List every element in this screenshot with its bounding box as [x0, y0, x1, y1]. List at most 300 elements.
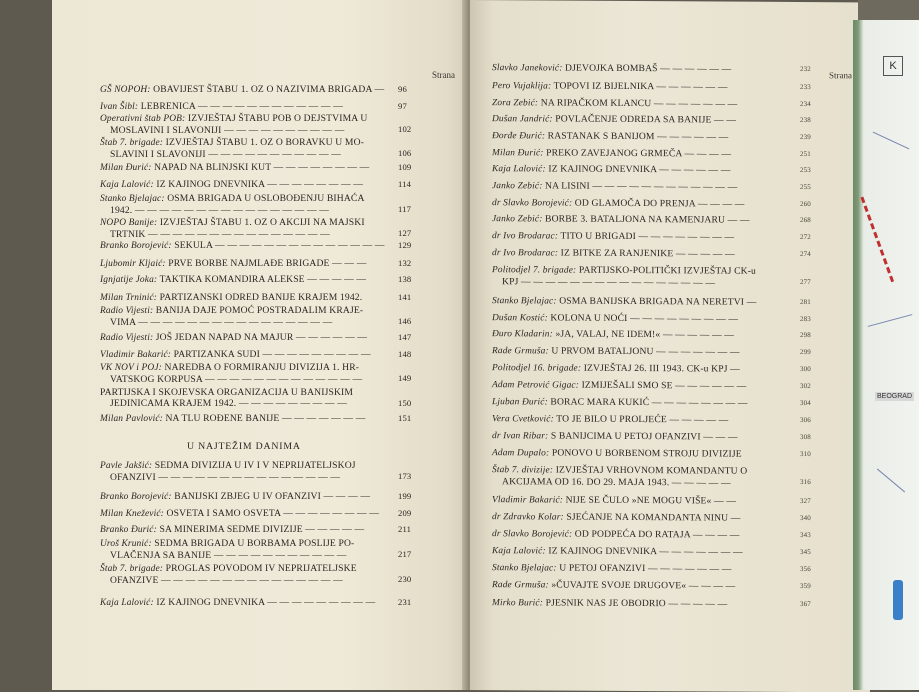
- toc-page-number: 260: [800, 200, 811, 209]
- section-heading: U NAJTEŽIM DANIMA: [187, 441, 301, 452]
- toc-entry: [492, 545, 811, 559]
- toc-title: IZVJEŠTAJ VRHOVNOM KOMANDANTU O: [555, 464, 748, 477]
- toc-entry-line: [492, 312, 792, 326]
- toc-author: dr Slavko Borojević:: [492, 529, 573, 540]
- toc-page-number: 117: [398, 204, 412, 214]
- toc-author: dr Ivo Brodarac:: [492, 231, 559, 242]
- toc-author: dr Zdravko Kolar:: [492, 512, 564, 523]
- toc-title: IZ BITKE ZA RANJENIKE — — — — —: [560, 247, 735, 260]
- toc-page-number: 274: [800, 250, 811, 259]
- toc-page-number: 109: [398, 162, 412, 172]
- toc-page-number: 132: [398, 258, 412, 268]
- toc-title-continued: KPJ — — — — — — — — — — — — — — — —: [502, 276, 716, 289]
- toc-author: Dušan Jandrić:: [492, 114, 553, 125]
- toc-entry-line: [492, 494, 792, 508]
- toc-entry: [100, 305, 412, 328]
- toc-page-number: 238: [800, 116, 811, 125]
- toc-author: Branko Borojević:: [100, 241, 172, 251]
- toc-title: S BANIJCIMA U PETOJ OFANZIVI — — —: [550, 430, 738, 443]
- toc-entry: [492, 511, 811, 525]
- toc-page-number: 102: [398, 124, 412, 134]
- toc-entry: [492, 130, 811, 144]
- toc-entry-line: [492, 62, 792, 76]
- toc-author: Vera Cvetković:: [492, 414, 554, 425]
- toc-page-number: 96: [398, 84, 407, 94]
- toc-title: IZ KAJINOG DNEVNIKA — — — — — — — —: [156, 179, 364, 190]
- toc-entry-line: [100, 240, 392, 252]
- toc-author: Rade Grmuša:: [492, 580, 549, 591]
- toc-title-continued: VIMA — — — — — — — — — — — — — — — —: [110, 317, 333, 328]
- toc-author: Radio Vijesti:: [100, 333, 154, 343]
- toc-title: KOLONA U NOĆI — — — — — — — — —: [550, 312, 739, 325]
- toc-author: Politodjel 16. brigade:: [492, 363, 582, 374]
- toc-author: Branko Đurić:: [100, 525, 157, 535]
- toc-title: NIJE SE ČULO »NE MOGU VIŠE« — —: [565, 494, 737, 507]
- toc-entry-line: [492, 80, 792, 94]
- toc-entry: [492, 230, 811, 244]
- toc-page-number: 231: [398, 597, 412, 607]
- toc-author: Đuro Kladarin:: [492, 329, 553, 340]
- toc-entry: [100, 524, 412, 536]
- toc-author: Milan Knežević:: [100, 509, 164, 519]
- toc-entry: [100, 113, 412, 136]
- toc-author: Ivan Šibl:: [100, 102, 139, 112]
- toc-author: Uroš Krunić:: [100, 539, 152, 549]
- toc-entry: [100, 162, 412, 174]
- toc-title: OSMA BANIJSKA BRIGADA NA NERETVI —: [559, 295, 757, 308]
- toc-author: VK NOV i POJ:: [100, 363, 162, 373]
- toc-title: PREKO ZAVEJANOG GRMEČA — — — —: [546, 147, 732, 160]
- toc-title: PONOVO U BORBENOM STROJU DIVIZIJE: [551, 447, 742, 460]
- toc-title: TOPOVI IZ BIJELNIKA — — — — — —: [553, 80, 728, 93]
- toc-title: DJEVOJKA BOMBAŠ — — — — — —: [565, 62, 732, 75]
- toc-entry-line: [100, 597, 392, 609]
- toc-author: Milan Đurić:: [492, 148, 544, 159]
- toc-page-number: 149: [398, 373, 412, 383]
- toc-title: NAREDBA O FORMIRANJU DIVIZIJA 1. HR-: [164, 362, 360, 373]
- toc-title: SA MINERIMA SEDME DIVIZIJE — — — — —: [159, 524, 365, 535]
- toc-entry: [492, 345, 811, 359]
- toc-author: Radio Vijesti:: [100, 306, 154, 316]
- toc-author: Kaja Lalović:: [100, 180, 154, 190]
- toc-entry: [492, 312, 811, 326]
- table-surface: [858, 0, 919, 22]
- toc-entry-line: [100, 101, 392, 113]
- toc-author: Štab 7. brigade:: [100, 138, 164, 148]
- toc-page-number: 148: [398, 349, 412, 359]
- toc-entry-line: [100, 84, 392, 96]
- toc-title: PRVE BORBE NAJMLAĐE BRIGADE — — —: [168, 258, 367, 269]
- toc-entry-line: [100, 349, 392, 361]
- toc-page-number: 138: [398, 274, 412, 284]
- toc-title: NA TLU ROĐENE BANIJE — — — — — — —: [165, 413, 366, 424]
- toc-entry-line: [492, 379, 792, 393]
- toc-entry-line: [100, 217, 392, 229]
- toc-title: PARTIJSKO-POLITIČKI IZVJEŠTAJ CK-u: [578, 264, 757, 277]
- toc-author: Dušan Kostić:: [492, 313, 548, 324]
- toc-entry: [492, 264, 811, 289]
- strana-label-right: Strana: [829, 70, 852, 81]
- toc-entry: [100, 362, 412, 385]
- toc-author: Milan Đurić:: [100, 163, 152, 173]
- toc-entry-line: [492, 180, 792, 194]
- toc-page-number: 209: [398, 508, 412, 518]
- toc-author: Kaja Lalović:: [100, 598, 154, 608]
- toc-entry-line: [492, 511, 792, 525]
- toc-page-number: 217: [398, 549, 412, 559]
- toc-title: OD PODPEĆA DO RATAJA — — — —: [574, 528, 740, 541]
- map-road: [868, 314, 913, 327]
- toc-entry: [492, 379, 811, 393]
- toc-entry-line: [492, 113, 792, 127]
- toc-entry-line: [100, 332, 392, 344]
- toc-author: Ljuban Đurić:: [492, 397, 548, 408]
- toc-entry-line: [100, 162, 392, 174]
- toc-page-number: 298: [800, 331, 811, 340]
- toc-title: BORBE 3. BATALJONA NA KAMENJARU — —: [545, 213, 750, 226]
- toc-page-number: 199: [398, 491, 412, 501]
- toc-author: Štab 7. divizije:: [492, 465, 554, 476]
- toc-entry: [100, 217, 412, 240]
- toc-title-continued: SLAVINI I SLAVONIJI — — — — — — — — — — —: [110, 149, 341, 160]
- map-road: [877, 469, 905, 493]
- toc-author: Slavko Janeković:: [492, 63, 563, 74]
- toc-author: Vladimir Bakarić:: [492, 495, 564, 506]
- toc-entry: [492, 147, 811, 161]
- toc-entry: [492, 494, 811, 508]
- toc-author: Stanko Bjelajac:: [492, 563, 557, 574]
- toc-entry-line: [492, 362, 792, 376]
- toc-page-number: 251: [800, 150, 811, 159]
- toc-author: dr Slavko Borojević:: [492, 198, 573, 209]
- toc-page-number: 367: [800, 600, 811, 609]
- toc-title: IZVJEŠTAJ ŠTABU 1. OZ O BORAVKU U MO-: [165, 137, 365, 148]
- toc-entry: [100, 193, 412, 216]
- toc-entry-line: [492, 163, 792, 177]
- toc-author: Adam Dupalo:: [492, 448, 550, 459]
- toc-page-number: 281: [800, 298, 811, 307]
- toc-entry-line: [100, 137, 392, 149]
- toc-author: Kaja Lalović:: [492, 164, 546, 175]
- toc-entry-line: [492, 430, 792, 444]
- toc-page-number: 230: [398, 574, 412, 584]
- toc-title: IZ KAJINOG DNEVNIKA — — — — — — — — —: [156, 597, 376, 608]
- toc-page-number: 272: [800, 233, 811, 242]
- map-water: [893, 580, 903, 620]
- toc-entry-line: [492, 345, 792, 359]
- toc-title-continued: JEDINICAMA KRAJEM 1942. — — — — — — — — —: [110, 398, 347, 409]
- toc-entry: [100, 240, 412, 252]
- toc-title-continued: VLAČENJA SA BANIJE — — — — — — — — — — —: [110, 550, 347, 561]
- toc-title: PJESNIK NAS JE OBODRIO — — — — —: [545, 597, 728, 610]
- toc-entry-line: [100, 305, 392, 317]
- toc-entry: [492, 528, 811, 542]
- toc-author: Stanko Bjelajac:: [100, 194, 165, 204]
- toc-entry: [100, 597, 412, 609]
- toc-entry-line: [100, 387, 392, 398]
- toc-entry: [492, 247, 811, 261]
- toc-page-number: 151: [398, 413, 412, 423]
- toc-title: IZ KAJINOG DNEVNIKA — — — — — —: [548, 163, 731, 176]
- toc-entry: [492, 430, 811, 444]
- toc-author: Branko Borojević:: [100, 492, 172, 502]
- toc-entry-line: [100, 274, 392, 286]
- toc-entry: [492, 80, 811, 94]
- toc-title: IZMIJEŠALI SMO SE — — — — — —: [581, 379, 747, 392]
- map-grid-letter: K: [883, 56, 903, 76]
- toc-page-number: 150: [398, 398, 412, 408]
- toc-page-number: 253: [800, 166, 811, 175]
- toc-page-number: 114: [398, 179, 412, 189]
- toc-title: PARTIZANKA SUDI — — — — — — — — —: [173, 349, 371, 360]
- toc-author: dr Ivan Ribar:: [492, 431, 549, 442]
- toc-page-number: 141: [398, 292, 412, 302]
- toc-entry-line: [100, 258, 392, 270]
- toc-entry: [100, 538, 412, 561]
- toc-author: Pero Vujaklija:: [492, 81, 552, 92]
- toc-entry-line: [492, 447, 792, 461]
- toc-entry-line: [492, 97, 792, 111]
- toc-title: OBAVIJEST ŠTABU 1. OZ O NAZIVIMA BRIGADA —: [153, 84, 385, 95]
- toc-page-number: 306: [800, 416, 811, 425]
- toc-title: OD GLAMOČA DO PRENJA — — — —: [574, 197, 745, 210]
- toc-entry-line: [492, 396, 792, 410]
- toc-title: SEDMA BRIGADA U BORBAMA POSLIJE PO-: [154, 538, 355, 549]
- toc-title: IZVJEŠTAJ 26. III 1943. CK-u KPJ —: [583, 362, 740, 375]
- toc-author: Đorđe Đurić:: [492, 131, 546, 142]
- toc-title: IZ KAJINOG DNEVNIKA — — — — — — —: [548, 545, 743, 558]
- toc-entry-line: [492, 295, 792, 309]
- toc-entry: [492, 362, 811, 376]
- toc-title: BANIJSKI ZBJEG U IV OFANZIVI — — — —: [174, 491, 371, 502]
- toc-title: OSVETA I SAMO OSVETA — — — — — — — —: [166, 508, 380, 519]
- toc-author: Štab 7. brigade:: [100, 564, 164, 574]
- toc-title: PARTIZANSKI ODRED BANIJE KRAJEM 1942.: [159, 292, 363, 303]
- toc-page-number: 97: [398, 101, 407, 111]
- toc-entry-line: [100, 362, 392, 374]
- toc-page-number: 316: [800, 478, 811, 487]
- toc-author: Politodjel 7. brigade:: [492, 265, 577, 276]
- toc-page-number: 232: [800, 65, 811, 74]
- toc-entry-line: [492, 597, 792, 611]
- toc-entry: [492, 579, 811, 593]
- toc-entry-line: [100, 508, 392, 520]
- toc-entry-line: [100, 179, 392, 191]
- toc-entry: [100, 349, 412, 361]
- toc-page-number: 173: [398, 471, 412, 481]
- toc-title: SEKULA — — — — — — — — — — — — — —: [174, 240, 385, 251]
- toc-title: U PRVOM BATALJONU — — — — — — —: [551, 345, 740, 358]
- map-city-label: BEOGRAD: [877, 393, 913, 400]
- toc-title: JOŠ JEDAN NAPAD NA MAJUR — — — — — —: [155, 332, 368, 343]
- toc-entry-line: [100, 538, 392, 550]
- toc-author: NOPO Banije:: [100, 218, 158, 228]
- toc-page-number: 340: [800, 514, 811, 523]
- toc-page-number: 343: [800, 531, 811, 540]
- map-road: [873, 132, 910, 150]
- toc-title: OSMA BRIGADA U OSLOBOĐENJU BIHAĆA: [167, 193, 365, 204]
- toc-entry: [492, 597, 811, 611]
- toc-title: SEDMA DIVIZIJA U IV I V NEPRIJATELJSKOJ: [154, 460, 356, 471]
- toc-page-number: 304: [800, 399, 811, 408]
- toc-title-continued: MOSLAVINI I SLAVONIJI — — — — — — — — — —: [110, 125, 345, 136]
- toc-title: NA RIPAČKOM KLANCU — — — — — — —: [540, 97, 738, 110]
- toc-entry: [492, 62, 811, 76]
- toc-page-number: 327: [800, 497, 811, 506]
- toc-entry: [492, 328, 811, 342]
- toc-entry: [100, 460, 412, 483]
- toc-title: IZVJEŠTAJ ŠTABU POB O DEJSTVIMA U: [187, 113, 368, 124]
- toc-author: Adam Petrović Gigac:: [492, 380, 579, 391]
- toc-author: Janko Zebić:: [492, 214, 543, 225]
- toc-page-number: 268: [800, 216, 811, 225]
- toc-entry: [100, 292, 412, 304]
- toc-entry: [492, 180, 811, 194]
- toc-entry-line: [492, 247, 792, 261]
- toc-title: TAKTIKA KOMANDIRA ALEKSE — — — — —: [159, 274, 367, 285]
- toc-title: U PETOJ OFANZIVI — — — — — — —: [559, 562, 732, 575]
- toc-author: Rade Grmuša:: [492, 346, 549, 357]
- toc-title: RASTANAK S BANIJOM — — — — — —: [547, 130, 729, 143]
- toc-entry-line: [100, 563, 392, 575]
- toc-entry: [492, 464, 811, 489]
- toc-page-number: 300: [800, 365, 811, 374]
- toc-title-continued: AKCIJAMA OD 16. DO 29. MAJA 1943. — — — — —: [502, 476, 731, 489]
- toc-page-number: 129: [398, 240, 412, 250]
- toc-page-number: 299: [800, 348, 811, 357]
- toc-page-number: 359: [800, 582, 811, 591]
- toc-author: Milan Pavlović:: [100, 414, 163, 424]
- toc-entry: [492, 163, 811, 177]
- toc-entry: [100, 491, 412, 503]
- toc-entry-line: [492, 147, 792, 161]
- toc-entry: [492, 97, 811, 111]
- strana-label: Strana: [432, 70, 455, 80]
- toc-title: TO JE BILO U PROLJEĆE — — — — —: [556, 413, 729, 426]
- toc-page-number: 106: [398, 148, 412, 158]
- toc-entry-line: [492, 528, 792, 542]
- toc-author: Ljubomir Kljaić:: [100, 259, 166, 269]
- toc-page-number: 356: [800, 565, 811, 574]
- toc-title-continued: TRTNIK — — — — — — — — — — — — — — —: [110, 229, 330, 240]
- toc-author: dr Ivo Brodarac:: [492, 248, 559, 259]
- toc-title-continued: VATSKOG KORPUSA — — — — — — — — — — — — —: [110, 374, 363, 385]
- toc-author: Vladimir Bakarić:: [100, 350, 172, 360]
- toc-entry: [100, 274, 412, 286]
- toc-entry: [100, 137, 412, 160]
- toc-entry: [100, 413, 412, 425]
- toc-title-continued: OFANZIVE — — — — — — — — — — — — — — —: [110, 575, 343, 586]
- toc-entry-line: [100, 113, 392, 125]
- toc-entry-line: [492, 130, 792, 144]
- toc-entry: [100, 508, 412, 520]
- toc-page-number: 233: [800, 83, 811, 92]
- toc-title: NA LISINI — — — — — — — — — — — —: [545, 180, 738, 193]
- toc-title: »ČUVAJTE SVOJE DRUGOVE« — — — —: [551, 579, 736, 592]
- toc-entry: [100, 387, 412, 409]
- toc-title: TITO U BRIGADI — — — — — — — —: [560, 230, 735, 243]
- toc-title: BANIJA DAJE POMOĆ POSTRADALIM KRAJE-: [155, 305, 364, 316]
- toc-entry-line: [492, 230, 792, 244]
- toc-author: Zora Zebić:: [492, 98, 539, 109]
- toc-author: Operativni štab POB:: [100, 114, 186, 124]
- left-page: [52, 0, 467, 690]
- toc-author: Kaja Lalović:: [492, 546, 546, 557]
- toc-page-number: 146: [398, 316, 412, 326]
- toc-title: BORAC MARA KUKIĆ — — — — — — — —: [550, 396, 748, 409]
- toc-entry: [492, 113, 811, 127]
- toc-title: »JA, VALAJ, NE IDEM!« — — — — — —: [555, 328, 735, 341]
- toc-entry: [100, 563, 412, 586]
- toc-page-number: 308: [800, 433, 811, 442]
- toc-entry-line: [100, 524, 392, 536]
- toc-entry: [492, 213, 811, 227]
- toc-entry: [100, 332, 412, 344]
- toc-entry: [492, 295, 811, 309]
- toc-page-number: 239: [800, 133, 811, 142]
- toc-entry: [492, 447, 811, 461]
- toc-title: SJEĆANJE NA KOMANDANTA NINU —: [566, 511, 741, 524]
- toc-author: Pavle Jakšić:: [100, 461, 153, 471]
- toc-title-continued: 1942. — — — — — — — — — — — — — — — —: [110, 205, 330, 216]
- toc-page-number: 147: [398, 332, 412, 342]
- toc-entry-line: [492, 562, 792, 576]
- toc-entry-line: [100, 292, 392, 304]
- toc-entry-line: [492, 413, 792, 427]
- toc-entry: [492, 396, 811, 410]
- toc-entry: [100, 179, 412, 191]
- toc-author: Janko Zebić:: [492, 181, 543, 192]
- toc-page-number: 302: [800, 382, 811, 391]
- map-route-line: [860, 188, 918, 282]
- toc-page-number: 345: [800, 548, 811, 557]
- toc-title: POVLAČENJE ODREDA SA BANIJE — —: [555, 113, 737, 126]
- toc-entry-line: [492, 579, 792, 593]
- toc-entry: [492, 562, 811, 576]
- toc-author: Ignjatije Joka:: [100, 275, 158, 285]
- toc-page-number: 255: [800, 183, 811, 192]
- toc-entry: [492, 413, 811, 427]
- toc-page-number: 277: [800, 278, 811, 287]
- toc-entry-line: [100, 193, 392, 205]
- toc-title: PARTIJSKA I SKOJEVSKA ORGANIZACIJA U BANIJSKIM: [100, 387, 354, 398]
- toc-entry-line: [100, 491, 392, 503]
- toc-entry-line: [492, 328, 792, 342]
- toc-page-number: 127: [398, 228, 412, 238]
- right-page: [470, 0, 870, 692]
- toc-entry-line: [100, 460, 392, 472]
- toc-entry-line: [492, 545, 792, 559]
- toc-author: GŠ NOPOH:: [100, 85, 151, 95]
- toc-page-number: 211: [398, 524, 412, 534]
- toc-author: Stanko Bjelajac:: [492, 296, 557, 307]
- toc-title: NAPAD NA BLINJSKI KUT — — — — — — — —: [154, 162, 370, 173]
- toc-page-number: 310: [800, 450, 811, 459]
- toc-page-number: 234: [800, 100, 811, 109]
- toc-page-number: 283: [800, 315, 811, 324]
- toc-entry: [100, 101, 407, 113]
- map-insert: [853, 20, 919, 690]
- toc-author: Milan Trninić:: [100, 293, 158, 303]
- toc-title: IZVJEŠTAJ ŠTABU 1. OZ O AKCIJI NA MAJSKI: [159, 217, 365, 228]
- toc-author: Mirko Burić:: [492, 598, 544, 609]
- toc-entry-line: [492, 197, 792, 211]
- toc-title: PROGLAS POVODOM IV NEPRIJATELJSKE: [165, 563, 357, 574]
- toc-entry: [492, 197, 811, 211]
- toc-title: LEBRENICA — — — — — — — — — — — —: [140, 101, 343, 112]
- toc-entry: [100, 258, 412, 270]
- toc-entry-line: [100, 413, 392, 425]
